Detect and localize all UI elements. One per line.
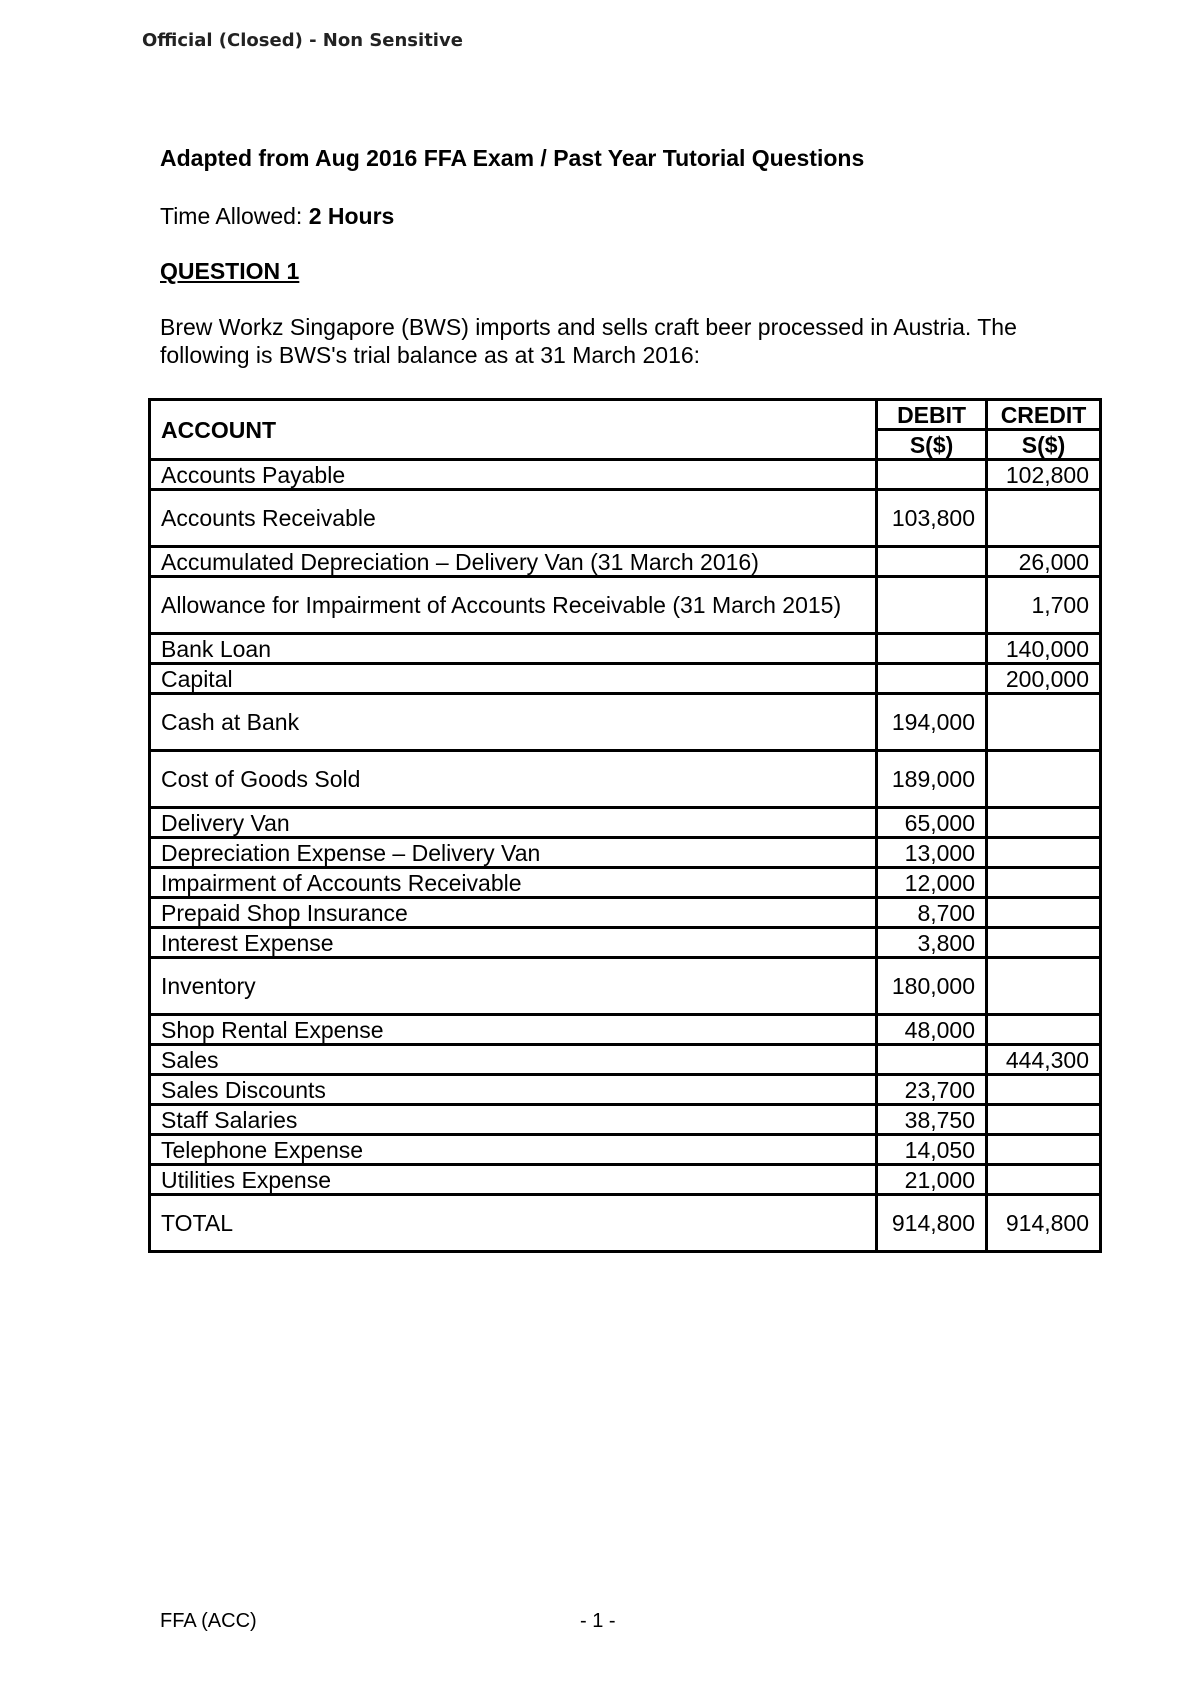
footer-course-code: FFA (ACC) — [160, 1610, 257, 1632]
account-cell: Staff Salaries — [150, 1105, 877, 1135]
debit-cell: 48,000 — [877, 1015, 987, 1045]
table-row — [150, 1105, 1101, 1135]
table-row — [150, 1075, 1101, 1105]
debit-cell: 180,000 — [877, 958, 987, 1015]
credit-cell — [987, 898, 1101, 928]
table-row — [150, 1045, 1101, 1075]
account-column-header: ACCOUNT — [150, 400, 877, 460]
total-credit: 914,800 — [987, 1195, 1101, 1252]
debit-cell — [877, 634, 987, 664]
credit-cell — [987, 868, 1101, 898]
total-row — [150, 1195, 1101, 1252]
credit-cell — [987, 1105, 1101, 1135]
credit-cell — [987, 928, 1101, 958]
credit-cell — [987, 1015, 1101, 1045]
table-row — [150, 1165, 1101, 1195]
account-cell: Inventory — [150, 958, 877, 1015]
credit-cell — [987, 751, 1101, 808]
debit-cell: 38,750 — [877, 1105, 987, 1135]
credit-cell: 200,000 — [987, 664, 1101, 694]
account-cell: Allowance for Impairment of Accounts Receivable (31 March 2015) — [150, 577, 877, 634]
credit-unit-header: S($) — [987, 430, 1101, 460]
document-title: Adapted from Aug 2016 FFA Exam / Past Year Tutorial Questions — [160, 145, 865, 171]
debit-cell — [877, 1045, 987, 1075]
table-row — [150, 808, 1101, 838]
footer-page-number: - 1 - — [580, 1610, 616, 1632]
table-row — [150, 868, 1101, 898]
account-cell: Shop Rental Expense — [150, 1015, 877, 1045]
table-row — [150, 634, 1101, 664]
table-row — [150, 1015, 1101, 1045]
account-cell: Accounts Receivable — [150, 490, 877, 547]
credit-cell: 140,000 — [987, 634, 1101, 664]
account-cell: Cash at Bank — [150, 694, 877, 751]
account-cell: Telephone Expense — [150, 1135, 877, 1165]
debit-cell: 23,700 — [877, 1075, 987, 1105]
trial-balance-body — [150, 460, 1101, 1195]
debit-cell — [877, 664, 987, 694]
account-cell: Bank Loan — [150, 634, 877, 664]
table-row — [150, 751, 1101, 808]
credit-cell: 1,700 — [987, 577, 1101, 634]
table-row — [150, 490, 1101, 547]
account-cell: Utilities Expense — [150, 1165, 877, 1195]
question-intro: Brew Workz Singapore (BWS) imports and sells craft beer processed in Austria. The following is BWS's trial balance as at 31 March 2016: — [160, 314, 1017, 368]
account-cell: Accumulated Depreciation – Delivery Van (31 March 2016) — [150, 547, 877, 577]
debit-cell: 194,000 — [877, 694, 987, 751]
account-cell: Delivery Van — [150, 808, 877, 838]
credit-cell — [987, 958, 1101, 1015]
credit-column-header: CREDIT — [987, 400, 1101, 430]
classification-label: Official (Closed) - Non Sensitive — [142, 30, 463, 51]
credit-cell — [987, 1075, 1101, 1105]
table-row — [150, 838, 1101, 868]
debit-cell: 189,000 — [877, 751, 987, 808]
debit-cell: 8,700 — [877, 898, 987, 928]
account-cell: Capital — [150, 664, 877, 694]
account-cell: Depreciation Expense – Delivery Van — [150, 838, 877, 868]
total-label: TOTAL — [150, 1195, 877, 1252]
credit-cell — [987, 1135, 1101, 1165]
debit-cell — [877, 460, 987, 490]
debit-unit-header: S($) — [877, 430, 987, 460]
debit-column-header: DEBIT — [877, 400, 987, 430]
time-allowed — [160, 203, 394, 230]
time-allowed-label: Time Allowed: — [160, 203, 309, 229]
table-row — [150, 547, 1101, 577]
credit-cell — [987, 490, 1101, 547]
debit-cell: 65,000 — [877, 808, 987, 838]
account-cell: Impairment of Accounts Receivable — [150, 868, 877, 898]
credit-cell: 26,000 — [987, 547, 1101, 577]
debit-cell: 12,000 — [877, 868, 987, 898]
trial-balance-table — [148, 398, 1102, 1253]
table-row — [150, 928, 1101, 958]
debit-cell: 3,800 — [877, 928, 987, 958]
debit-cell: 13,000 — [877, 838, 987, 868]
credit-cell — [987, 808, 1101, 838]
credit-cell — [987, 1165, 1101, 1195]
table-row — [150, 460, 1101, 490]
credit-cell: 444,300 — [987, 1045, 1101, 1075]
debit-cell: 14,050 — [877, 1135, 987, 1165]
credit-cell — [987, 838, 1101, 868]
table-row — [150, 694, 1101, 751]
table-row — [150, 958, 1101, 1015]
table-row — [150, 664, 1101, 694]
question-heading: QUESTION 1 — [160, 258, 300, 284]
table-row — [150, 898, 1101, 928]
account-cell: Prepaid Shop Insurance — [150, 898, 877, 928]
time-allowed-value: 2 Hours — [308, 203, 395, 229]
debit-cell — [877, 577, 987, 634]
table-row — [150, 1135, 1101, 1165]
total-debit: 914,800 — [877, 1195, 987, 1252]
account-cell: Cost of Goods Sold — [150, 751, 877, 808]
credit-cell: 102,800 — [987, 460, 1101, 490]
account-cell: Accounts Payable — [150, 460, 877, 490]
debit-cell — [877, 547, 987, 577]
account-cell: Sales — [150, 1045, 877, 1075]
credit-cell — [987, 694, 1101, 751]
debit-cell: 103,800 — [877, 490, 987, 547]
debit-cell: 21,000 — [877, 1165, 987, 1195]
account-cell: Sales Discounts — [150, 1075, 877, 1105]
account-cell: Interest Expense — [150, 928, 877, 958]
table-row — [150, 577, 1101, 634]
